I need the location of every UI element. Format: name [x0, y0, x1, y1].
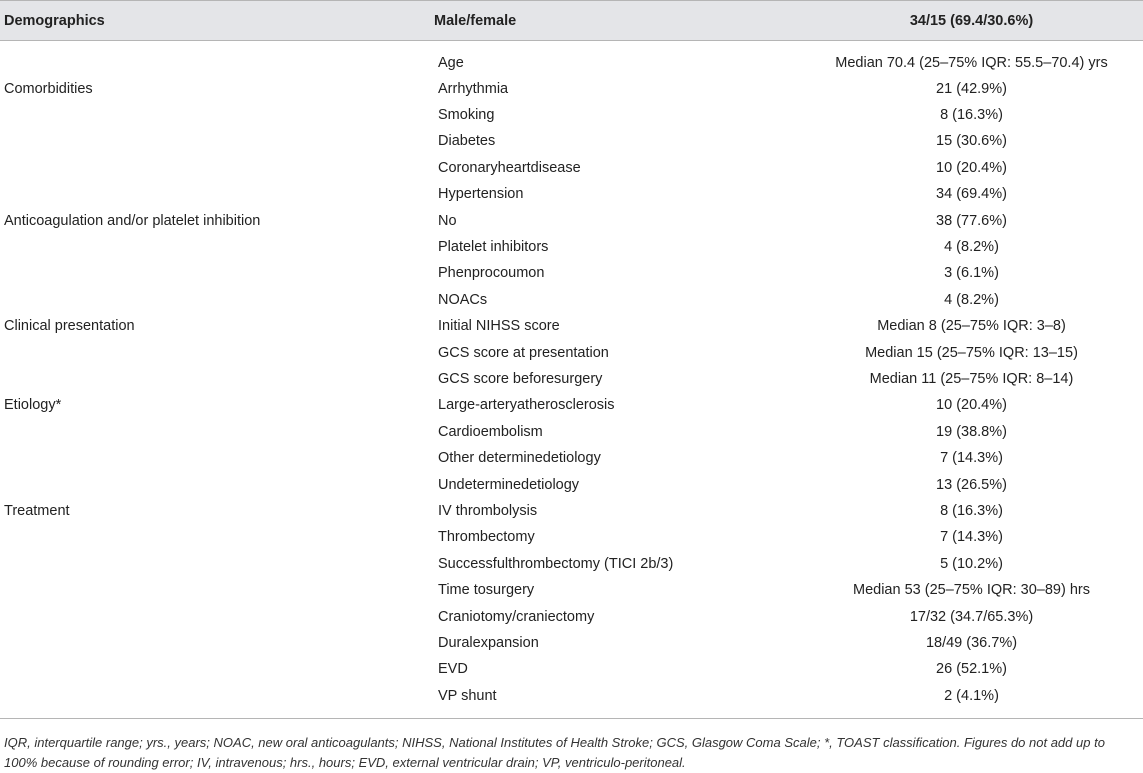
row-value: 8 (16.3%): [940, 107, 1003, 124]
table-row: [0, 76, 1143, 102]
row-item-label: Other determinedetiology: [438, 450, 601, 467]
row-item-label: Initial NIHSS score: [438, 318, 560, 335]
table-row: [0, 207, 1143, 233]
row-item-label: VP shunt: [438, 688, 497, 705]
row-item-label: GCS score beforesurgery: [438, 370, 603, 387]
row-group-label: [0, 656, 430, 682]
row-group-label: Anticoagulation and/or platelet inhibition: [4, 212, 261, 229]
row-value: 38 (77.6%): [936, 212, 1007, 229]
table-row: [0, 260, 1143, 286]
row-item-label: Time tosurgery: [438, 582, 535, 599]
table-row: [0, 181, 1143, 207]
row-value: Median 53 (25–75% IQR: 30–89) hrs: [853, 582, 1090, 599]
table-row: [0, 471, 1143, 497]
table-row: [0, 313, 1143, 339]
table-row: [0, 603, 1143, 629]
row-item-label: Coronaryheartdisease: [438, 159, 581, 176]
row-group-label: [0, 287, 430, 313]
table-row: [0, 392, 1143, 418]
table-row: [0, 155, 1143, 181]
row-value: 21 (42.9%): [936, 80, 1007, 97]
row-value: 5 (10.2%): [940, 555, 1003, 572]
row-item-label: Phenprocoumon: [438, 265, 545, 282]
row-value: 26 (52.1%): [936, 661, 1007, 678]
row-value: 13 (26.5%): [936, 476, 1007, 493]
row-value: Median 11 (25–75% IQR: 8–14): [869, 370, 1074, 387]
row-group-label: [0, 445, 430, 471]
row-group-label: Treatment: [4, 502, 70, 519]
row-group-label: [0, 419, 430, 445]
header-male-female-value: 34/15 (69.4/30.6%): [800, 1, 1143, 41]
row-value: 7 (14.3%): [940, 450, 1003, 467]
table-row: [0, 419, 1143, 445]
row-value: 10 (20.4%): [936, 397, 1007, 414]
row-item-label: Platelet inhibitors: [438, 239, 549, 256]
row-group-label: [0, 155, 430, 181]
row-item-label: Thrombectomy: [438, 529, 535, 546]
header-male-female: Male/female: [430, 1, 800, 41]
table-bottom-rule: [0, 718, 1143, 719]
row-group-label: [0, 524, 430, 550]
table-row: [0, 682, 1143, 718]
row-item-label: No: [438, 212, 457, 229]
row-group-label: Clinical presentation: [4, 318, 135, 335]
row-item-label: Cardioembolism: [438, 423, 543, 440]
row-value: Median 8 (25–75% IQR: 3–8): [877, 318, 1066, 335]
row-group-label: [0, 551, 430, 577]
row-group-label: [0, 630, 430, 656]
table-row: [0, 41, 1143, 76]
table-row: [0, 102, 1143, 128]
row-item-label: GCS score at presentation: [438, 344, 609, 361]
row-group-label: [0, 471, 430, 497]
row-item-label: Successfulthrombectomy (TICI 2b/3): [438, 555, 674, 572]
row-value: 4 (8.2%): [944, 291, 999, 308]
table-row: [0, 445, 1143, 471]
row-group-label: Comorbidities: [4, 80, 93, 97]
row-value: 10 (20.4%): [936, 159, 1007, 176]
row-group-label: [0, 128, 430, 154]
row-group-label: [0, 577, 430, 603]
row-value: 7 (14.3%): [940, 529, 1003, 546]
table-body: [0, 41, 1143, 719]
table-row: [0, 287, 1143, 313]
table-row: [0, 366, 1143, 392]
row-group-label: [0, 260, 430, 286]
row-item-label: Smoking: [438, 107, 495, 124]
table-row: [0, 630, 1143, 656]
table-row: [0, 498, 1143, 524]
table-row: [0, 577, 1143, 603]
table-row: [0, 234, 1143, 260]
row-value: Median 70.4 (25–75% IQR: 55.5–70.4) yrs: [835, 55, 1108, 72]
row-group-label: [0, 603, 430, 629]
row-group-label: [0, 102, 430, 128]
row-value: 34 (69.4%): [936, 186, 1007, 203]
row-value: 4 (8.2%): [944, 239, 999, 256]
row-group-label: [0, 41, 430, 76]
row-value: 3 (6.1%): [944, 265, 999, 282]
table-row: [0, 339, 1143, 365]
row-group-label: Etiology*: [4, 397, 62, 414]
row-item-label: Craniotomy/craniectomy: [438, 608, 595, 625]
row-item-label: Duralexpansion: [438, 634, 539, 651]
row-item-label: Diabetes: [438, 133, 496, 150]
header-demographics: Demographics: [0, 1, 430, 41]
row-value: 2 (4.1%): [944, 688, 999, 705]
row-item-label: Age: [438, 55, 464, 72]
row-value: Median 15 (25–75% IQR: 13–15): [865, 344, 1078, 361]
row-group-label: [0, 366, 430, 392]
table-footnote: IQR, interquartile range; yrs., years; NOAC, new oral anticoagulants; NIHSS, National Institutes of Health Stroke; GCS, Glasgow Coma Scale; *, TOAST classification. Figures do not add up to 100% because of rounding error; IV, intravenous; hrs., hours; EVD, external ventricular drain; VP, ventriculo-peritoneal.: [4, 735, 1105, 770]
table-row: [0, 551, 1143, 577]
row-item-label: IV thrombolysis: [438, 502, 538, 519]
row-item-label: Large-arteryatherosclerosis: [438, 397, 615, 414]
row-group-label: [0, 234, 430, 260]
row-value: 19 (38.8%): [936, 423, 1007, 440]
row-value: 8 (16.3%): [940, 502, 1003, 519]
row-item-label: Undeterminedetiology: [438, 476, 580, 493]
table-row: [0, 524, 1143, 550]
row-group-label: [0, 181, 430, 207]
row-value: 18/49 (36.7%): [925, 634, 1018, 651]
table-header: [0, 1, 1143, 41]
row-item-label: NOACs: [438, 291, 488, 308]
table-row: [0, 128, 1143, 154]
header-row: [0, 1, 1143, 41]
row-group-label: [0, 339, 430, 365]
row-item-label: Arrhythmia: [438, 80, 509, 97]
row-group-label: [0, 682, 430, 718]
row-value: 15 (30.6%): [936, 133, 1007, 150]
table-row: [0, 656, 1143, 682]
row-item-label: Hypertension: [438, 186, 524, 203]
row-value: 17/32 (34.7/65.3%): [909, 608, 1034, 625]
row-item-label: EVD: [438, 661, 468, 678]
